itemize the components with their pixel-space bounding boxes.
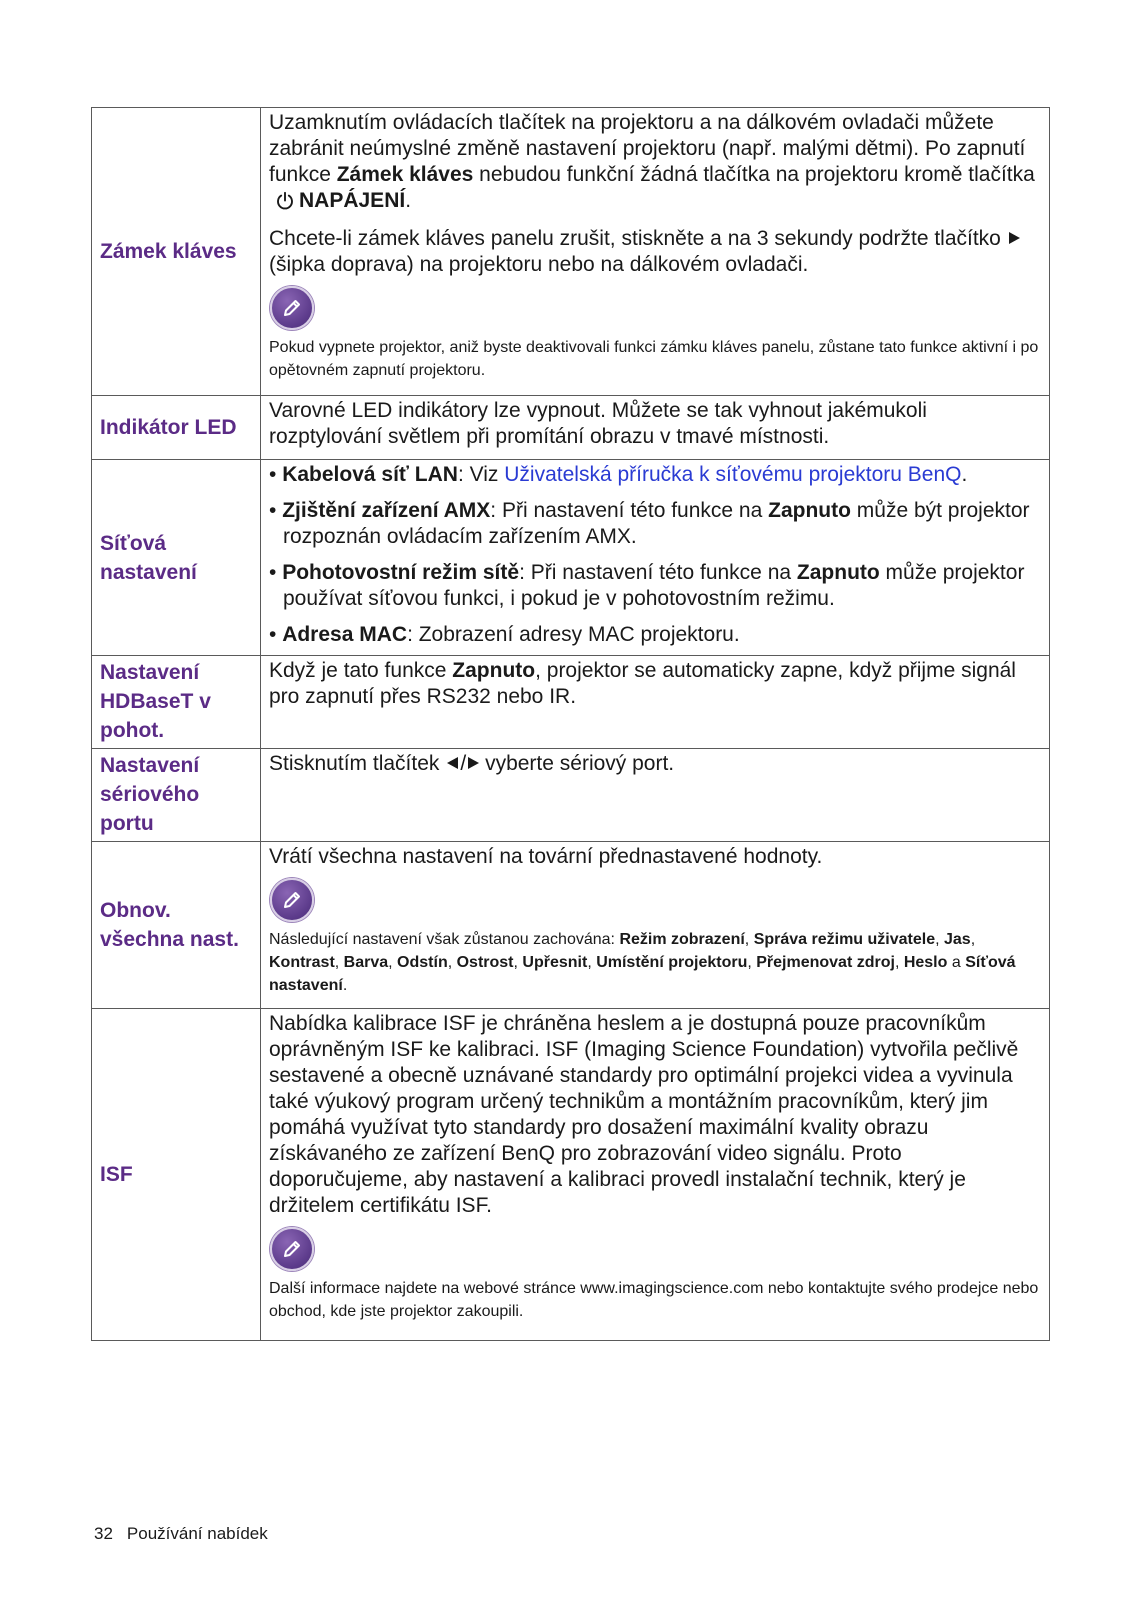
note-text: Pokud vypnete projektor, aniž byste deaktivovali funkci zámku kláves panelu, zůstane tato funkce aktivní i po opětovném zapnutí projektoru. (269, 339, 1039, 379)
list-item: • Kabelová síť LAN: Viz Uživatelská příručka k síťovému projektoru BenQ. (269, 463, 968, 486)
table-row (92, 396, 1050, 460)
setting-description: Nabídka kalibrace ISF je chráněna heslem a je dostupná pouze pracovníkům oprávněným ISF ke kalibraci. ISF (Imaging Science Foundation) vytvořila pečlivě sestavené a obecně uznávané standardy pro optimální projekci videa a vyvinula také výukový program určený technikům a montážním pracovníkům, který jim pomáhá využívat tyto standardy pro dosažení maximální kvality obrazu získávaného ze zařízení BenQ pro zobrazování video signálu. Proto doporučujeme, aby nastavení a kalibraci provedl instalační technik, který je držitelem certifikátu ISF. Další informace najdete na webové stránce www.imagingscience.com nebo kontaktujte svého prodejce nebo obchod, kde jste projektor zakoupili. (261, 1009, 1050, 1341)
setting-description: Varovné LED indikátory lze vypnout. Můžete se tak vyhnout jakémukoli rozptylování světlem při promítání obrazu v tmavé místnosti. (261, 396, 1050, 460)
list-item: • Pohotovostní režim sítě: Při nastavení této funkce na Zapnuto může projektor používat síťovou funkci, i pokud je v pohotovostním režimu. (269, 561, 1025, 610)
paragraph: Uzamknutím ovládacích tlačítek na projektoru a na dálkovém ovladači můžete zabránit neúmyslné změně nastavení projektoru (např. malými dětmi). Po zapnutí funkce Zámek kláves nebudou funkční žádná tlačítka na projektoru kromě tlačítka NAPÁJENÍ. (269, 110, 1041, 218)
settings-table (91, 107, 1050, 1341)
setting-description: Když je tato funkce Zapnuto, projektor se automaticky zapne, když přijme signál pro zapnutí přes RS232 nebo IR. (261, 656, 1050, 749)
setting-label: Zámek kláves (92, 108, 261, 396)
page-footer (94, 1524, 268, 1544)
note-text: Následující nastavení však zůstanou zachována: Režim zobrazení, Správa režimu uživatele, Jas, Kontrast, Barva, Odstín, Ostrost, Upřesnit, Umístění projektoru, Přejmenovat zdroj, Heslo a Síťová nastavení. (269, 931, 1016, 994)
page-number: 32 (94, 1524, 113, 1543)
table-row (92, 1009, 1050, 1341)
setting-label: Nastavení sériového portu (92, 749, 261, 842)
setting-description: Stisknutím tlačítek / vyberte sériový port. (261, 749, 1050, 842)
table-row (92, 460, 1050, 656)
pencil-note-icon (270, 878, 314, 922)
setting-description: Vrátí všechna nastavení na tovární přednastavené hodnoty. Následující nastavení však zůstanou zachována: Režim zobrazení, Správa režimu uživatele, Jas, Kontrast, Barva, Odstín, Ostrost, Upřesnit, Umístění projektoru, Přejmenovat zdroj, Heslo a Síťová nastavení. (261, 842, 1050, 1009)
table-row (92, 108, 1050, 396)
arrow-left-icon (447, 757, 458, 769)
table-row (92, 749, 1050, 842)
arrow-right-icon (1009, 232, 1020, 244)
list-item: • Zjištění zařízení AMX: Při nastavení této funkce na Zapnuto může být projektor rozpoznán ovládacím zařízením AMX. (269, 499, 1030, 548)
table-row (92, 656, 1050, 749)
pencil-note-icon (270, 1227, 314, 1271)
arrow-right-icon (468, 757, 479, 769)
setting-label: ISF (92, 1009, 261, 1341)
pencil-note-icon (270, 286, 314, 330)
manual-link[interactable]: Uživatelská příručka k síťovému projektoru BenQ (504, 463, 962, 486)
setting-label: Síťová nastavení (92, 460, 261, 656)
paragraph: Chcete-li zámek kláves panelu zrušit, stiskněte a na 3 sekundy podržte tlačítko(šipka doprava) na projektoru nebo na dálkovém ovladači. (269, 226, 1041, 278)
section-title: Používání nabídek (126, 1524, 268, 1543)
note-text: Další informace najdete na webové stránce www.imagingscience.com nebo kontaktujte svého prodejce nebo obchod, kde jste projektor zakoupili. (269, 1280, 1039, 1320)
setting-description (261, 460, 1050, 656)
setting-description (261, 108, 1050, 396)
setting-label: Indikátor LED (92, 396, 261, 460)
list-item: • Adresa MAC: Zobrazení adresy MAC projektoru. (269, 623, 740, 646)
setting-label: Nastavení HDBaseT v pohot. (92, 656, 261, 749)
table-row (92, 842, 1050, 1009)
power-icon (275, 191, 295, 218)
setting-label: Obnov. všechna nast. (92, 842, 261, 1009)
